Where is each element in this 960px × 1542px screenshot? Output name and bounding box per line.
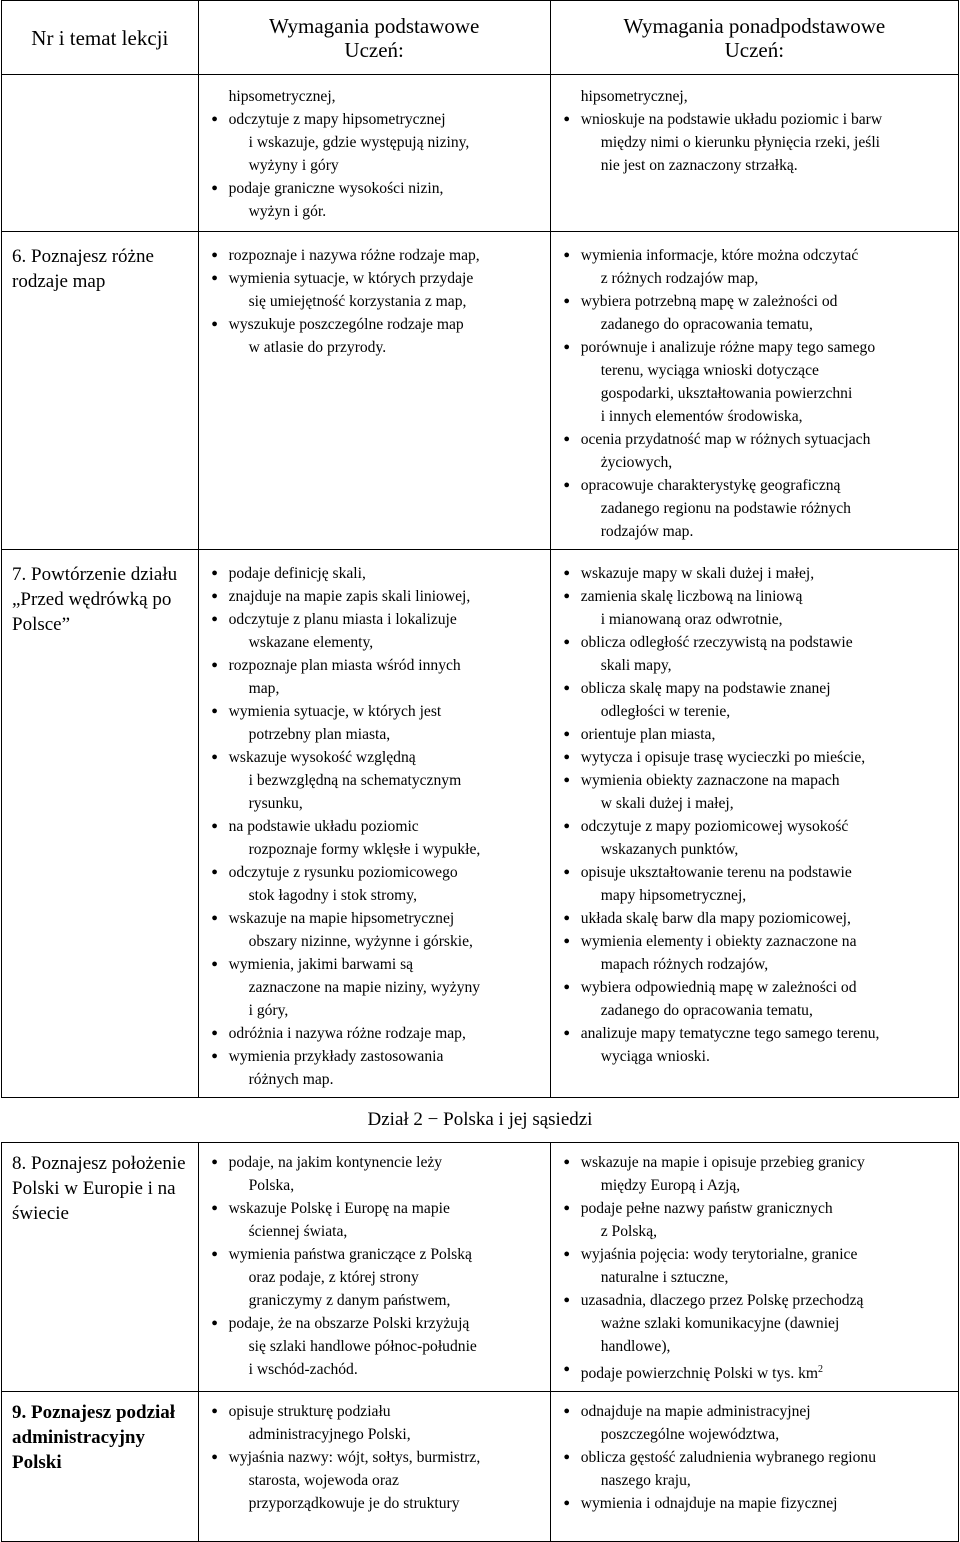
item-text: wyżyny i góry: [248, 157, 339, 174]
basic-list: [199, 75, 550, 229]
item-text: w atlasie do przyrody.: [248, 339, 387, 356]
item-text: na podstawie układu poziomic: [228, 818, 419, 835]
list-item: [209, 1151, 544, 1197]
bullet-icon: ●: [211, 820, 218, 832]
bullet-icon: ●: [563, 935, 571, 947]
bullet-icon: ●: [211, 1248, 218, 1260]
row-lesson-7: [2, 550, 959, 1098]
list-item: [561, 1400, 952, 1446]
list-item: [209, 85, 544, 108]
list-item: [561, 1358, 952, 1385]
item-text: orientuje plan miasta,: [580, 726, 716, 743]
list-item: [209, 1400, 544, 1446]
bullet-icon: ●: [211, 1156, 218, 1168]
list-item: [561, 1151, 952, 1197]
item-text: wskazane elementy,: [248, 634, 374, 651]
bullet-icon: ●: [563, 682, 571, 694]
item-text: naturalne i sztuczne,: [600, 1269, 729, 1286]
section-title-label: Dział 2 − Polska i jej sąsiedzi: [367, 1109, 593, 1130]
bullet-icon: ●: [563, 1027, 571, 1039]
item-text: się szlaki handlowe północ-południe: [248, 1338, 477, 1355]
item-text: rozpoznaje formy wklęsłe i wypukłe,: [248, 841, 481, 858]
list-item: [561, 976, 952, 1022]
bullet-icon: ●: [563, 1156, 571, 1168]
extended-list: [551, 550, 958, 1074]
item-text: mapach różnych rodzajów,: [600, 956, 769, 973]
item-text: gospodarki, ukształtowania powierzchni: [600, 385, 853, 402]
row-lesson-8: [2, 1143, 959, 1392]
list-item: [561, 723, 952, 746]
bullet-icon: ●: [563, 113, 571, 125]
basic-list: [199, 1392, 550, 1521]
item-text: i wschód-zachód.: [248, 1361, 358, 1378]
item-text: zadanego regionu na podstawie różnych: [600, 500, 851, 517]
item-text: wyszukuje poszczególne rodzaje map: [228, 316, 464, 333]
list-item: [561, 1243, 952, 1289]
item-text: w skali dużej i małej,: [600, 795, 734, 812]
header-lesson: [2, 1, 199, 75]
item-text: z różnych rodzajów map,: [600, 270, 759, 287]
list-item: [209, 585, 544, 608]
item-text: zadanego do opracowania tematu,: [600, 316, 813, 333]
bullet-icon: ●: [211, 249, 218, 261]
bullet-icon: ●: [563, 1202, 571, 1214]
item-text: uzasadnia, dlaczego przez Polskę przechodzą: [580, 1292, 864, 1309]
list-item: [561, 290, 952, 336]
item-text: nie jest on zaznaczony strzałką.: [600, 157, 798, 174]
superscript: 2: [818, 1364, 824, 1375]
extended-list: [551, 75, 958, 183]
item-text: z Polską,: [600, 1223, 658, 1240]
bullet-icon: ●: [211, 1202, 218, 1214]
lesson-topic: 6. Poznajesz różne rodzaje map: [12, 246, 154, 292]
list-item: [561, 815, 952, 861]
header-extended-title: Wymagania ponadpodstawowe: [623, 13, 886, 38]
topic-cell: [2, 550, 199, 1098]
list-item: [209, 861, 544, 907]
bullet-icon: ●: [211, 1451, 218, 1464]
item-text: i mianowaną oraz odwrotnie,: [600, 611, 783, 628]
list-item: [561, 1022, 952, 1068]
bullet-icon: ●: [563, 981, 571, 993]
bullet-icon: ●: [211, 705, 218, 717]
item-text: zadanego do opracowania tematu,: [600, 1002, 813, 1019]
list-item: [561, 336, 952, 428]
item-text: oblicza odległość rzeczywistą na podstawie: [580, 634, 853, 651]
topic-cell: [2, 1143, 199, 1392]
item-text: naszego kraju,: [600, 1472, 691, 1490]
lesson-topic: 7. Powtórzenie działu „Przed wędrówką po Polsce”: [12, 564, 178, 635]
list-item: [561, 585, 952, 631]
item-text: Polska,: [248, 1177, 295, 1194]
list-item: [209, 1312, 544, 1381]
bullet-icon: ●: [563, 295, 571, 307]
item-text: opisuje ukształtowanie terenu na podstawie: [580, 864, 852, 881]
list-item: [561, 746, 952, 769]
item-text: odczytuje z mapy poziomicowej wysokość: [580, 818, 849, 835]
item-text: oraz podaje, z której strony: [248, 1269, 419, 1286]
item-text: odróżnia i nazywa różne rodzaje map,: [228, 1025, 466, 1042]
bullet-icon: ●: [211, 958, 218, 970]
bullet-icon: ●: [211, 567, 218, 579]
item-text: wymienia sytuacje, w których jest: [228, 703, 442, 720]
item-text: między nimi o kierunku płynięcia rzeki, jeśli: [600, 134, 881, 151]
bullet-icon: ●: [211, 1050, 218, 1062]
row-continued: [2, 75, 959, 232]
list-item: [561, 428, 952, 474]
topic-cell: [2, 75, 199, 232]
item-text: wymienia obiekty zaznaczone na mapach: [580, 772, 840, 789]
item-text: znajduje na mapie zapis skali liniowej,: [228, 588, 471, 605]
list-item: [209, 1446, 544, 1515]
extended-cell: [550, 550, 958, 1098]
item-text: wskazuje na mapie i opisuje przebieg granicy: [580, 1154, 865, 1171]
bullet-icon: ●: [563, 912, 571, 924]
item-text: odczytuje z planu miasta i lokalizuje: [228, 611, 457, 628]
list-item: [561, 108, 952, 177]
item-text: odległości w terenie,: [600, 703, 731, 720]
item-text: się umiejętność korzystania z map,: [248, 293, 467, 310]
item-text: układa skalę barw dla mapy poziomicowej,: [580, 910, 851, 927]
item-text: rysunku,: [248, 795, 303, 812]
item-text: handlowe),: [600, 1338, 671, 1355]
bullet-icon: ●: [211, 912, 218, 924]
basic-cell: [198, 75, 550, 232]
bullet-icon: ●: [563, 1451, 571, 1464]
bullet-icon: ●: [211, 318, 218, 330]
item-text: ściennej świata,: [248, 1223, 348, 1240]
bullet-icon: ●: [563, 866, 571, 878]
extended-list: [551, 1392, 958, 1521]
list-item: [561, 769, 952, 815]
row-lesson-9: [2, 1392, 959, 1542]
bullet-icon: ●: [211, 113, 218, 125]
bullet-icon: ●: [563, 751, 571, 763]
item-text: podaje graniczne wysokości nizin,: [228, 180, 444, 197]
item-text: podaje definicję skali,: [228, 565, 366, 582]
item-text-main: podaje powierzchnię Polski w tys. km: [580, 1365, 819, 1383]
item-text: wyciąga wnioski.: [600, 1048, 710, 1065]
item-text: zaznaczone na mapie niziny, wyżyny: [248, 979, 481, 996]
item-text: ważne szlaki komunikacyjne (dawniej: [600, 1315, 840, 1332]
item-text: przyporządkowuje je do struktury: [248, 1495, 460, 1513]
list-item: [209, 608, 544, 654]
item-text: map,: [248, 680, 280, 697]
item-text: stok łagodny i stok stromy,: [248, 887, 417, 904]
list-item: [209, 267, 544, 313]
item-text: potrzebny plan miasta,: [248, 726, 391, 743]
list-item: [209, 177, 544, 223]
bullet-icon: ●: [563, 636, 571, 648]
item-text: i bezwzględną na schematycznym: [248, 772, 462, 789]
item-text: graniczymy z danym państwem,: [248, 1292, 451, 1309]
item-text: skali mapy,: [600, 657, 672, 674]
item-text: wytycza i opisuje trasę wycieczki po mieście,: [580, 749, 866, 766]
list-item: [561, 1197, 952, 1243]
row-lesson-6: [2, 232, 959, 550]
item-text: wymienia przykłady zastosowania: [228, 1048, 444, 1065]
item-text: odczytuje z rysunku poziomicowego: [228, 864, 458, 881]
item-text: wymienia sytuacje, w których przydaje: [228, 270, 474, 287]
item-text: porównuje i analizuje różne mapy tego samego: [580, 339, 876, 356]
extended-cell: [550, 1392, 958, 1542]
item-text: wskazuje wysokość względną: [228, 749, 416, 766]
basic-cell: [198, 1143, 550, 1392]
item-text: wskazuje na mapie hipsometrycznej: [228, 910, 455, 927]
topic-cell: [2, 232, 199, 550]
item-text: oblicza skalę mapy na podstawie znanej: [580, 680, 831, 697]
bullet-icon: ●: [563, 820, 571, 832]
item-text: wyżyn i gór.: [248, 203, 327, 220]
item-text: życiowych,: [600, 454, 673, 471]
section-title: [2, 1098, 959, 1143]
list-item: [209, 1243, 544, 1312]
basic-list: [199, 232, 550, 365]
item-text: między Europą i Azją,: [600, 1177, 741, 1194]
bullet-icon: ●: [563, 479, 571, 491]
list-item: [561, 85, 952, 108]
header-lesson-label: Nr i temat lekcji: [31, 25, 169, 50]
bullet-icon: ●: [211, 1317, 218, 1329]
header-basic-title: Wymagania podstawowe: [268, 13, 480, 38]
bullet-icon: ●: [563, 590, 571, 602]
list-item: [209, 700, 544, 746]
item-text: rodzajów map.: [600, 523, 694, 540]
item-text: rozpoznaje plan miasta wśród innych: [228, 657, 461, 674]
item-text: podaje, że na obszarze Polski krzyżują: [228, 1315, 470, 1332]
bullet-icon: ●: [563, 774, 571, 786]
list-item: [561, 861, 952, 907]
list-item: [561, 474, 952, 543]
extended-cell: [550, 1143, 958, 1392]
basic-cell: [198, 232, 550, 550]
item-text: analizuje mapy tematyczne tego samego terenu,: [580, 1025, 880, 1042]
list-item: [561, 244, 952, 290]
list-item: [561, 930, 952, 976]
item-text: starosta, wojewoda oraz: [248, 1472, 399, 1490]
item-text: zamienia skalę liczbową na liniową: [580, 588, 803, 605]
list-item: [209, 815, 544, 861]
item-text: wskazuje Polskę i Europę na mapie: [228, 1200, 450, 1217]
bullet-icon: ●: [563, 1248, 571, 1260]
item-text: hipsometrycznej,: [580, 88, 688, 105]
item-text: terenu, wyciąga wnioski dotyczące: [600, 362, 819, 379]
list-item: [209, 1197, 544, 1243]
extended-list: [551, 232, 958, 549]
extended-cell: [550, 75, 958, 232]
item-text: i innych elementów środowiska,: [600, 408, 803, 425]
list-item: [561, 1492, 952, 1515]
header-row: [2, 1, 959, 75]
list-item: [209, 1022, 544, 1045]
item-text: mapy hipsometrycznej,: [600, 887, 747, 904]
item-text: obszary nizinne, wyżynne i górskie,: [248, 933, 473, 950]
item-text: wyjaśnia pojęcia: wody terytorialne, granice: [580, 1246, 858, 1263]
header-basic: [198, 1, 550, 75]
bullet-icon: ●: [563, 1363, 571, 1375]
item-text: oblicza gęstość zaludnienia wybranego regionu: [580, 1449, 877, 1467]
item-text: wybiera odpowiednią mapę w zależności od: [580, 979, 857, 996]
bullet-icon: ●: [563, 1497, 571, 1510]
item-text: i wskazuje, gdzie występują niziny,: [248, 134, 470, 151]
item-text: odnajduje na mapie administracyjnej: [580, 1403, 811, 1421]
item-text: wskazuje mapy w skali dużej i małej,: [580, 565, 815, 582]
header-extended: [550, 1, 958, 75]
item-text: wyjaśnia nazwy: wójt, sołtys, burmistrz,: [228, 1449, 481, 1467]
item-text: wymienia państwa graniczące z Polską: [228, 1246, 472, 1263]
item-text: podaje pełne nazwy państw granicznych: [580, 1200, 833, 1217]
item-text: wybiera potrzebną mapę w zależności od: [580, 293, 838, 310]
item-text: wnioskuje na podstawie układu poziomic i barw: [580, 111, 883, 128]
item-text: hipsometrycznej,: [228, 88, 336, 105]
list-item: [209, 654, 544, 700]
bullet-icon: ●: [211, 272, 218, 284]
list-item: [209, 244, 544, 267]
bullet-icon: ●: [211, 866, 218, 878]
item-text: wskazanych punktów,: [600, 841, 739, 858]
basic-cell: [198, 550, 550, 1098]
topic-cell: [2, 1392, 199, 1542]
list-item: [209, 746, 544, 815]
item-text: [581, 1358, 952, 1385]
item-text: i góry,: [248, 1002, 289, 1019]
item-text: opisuje strukturę podziału: [228, 1403, 391, 1421]
list-item: [561, 631, 952, 677]
bullet-icon: ●: [211, 590, 218, 602]
item-text: różnych map.: [248, 1071, 334, 1088]
item-text: opracowuje charakterystykę geograficzną: [580, 477, 841, 494]
extended-cell: [550, 232, 958, 550]
list-item: [561, 907, 952, 930]
list-item: [209, 953, 544, 1022]
lesson-topic: 9. Poznajesz podział administracyjny Polski: [12, 1402, 176, 1474]
list-item: [209, 313, 544, 359]
basic-cell: [198, 1392, 550, 1542]
item-text: administracyjnego Polski,: [248, 1426, 411, 1444]
list-item: [561, 1446, 952, 1492]
list-item: [561, 562, 952, 585]
item-text: wymienia elementy i obiekty zaznaczone na: [580, 933, 857, 950]
bullet-icon: ●: [211, 751, 218, 763]
bullet-icon: ●: [563, 1294, 571, 1306]
basic-list: [199, 1143, 550, 1387]
list-item: [209, 562, 544, 585]
basic-list: [199, 550, 550, 1097]
bullet-icon: ●: [211, 1405, 218, 1418]
list-item: [561, 1289, 952, 1358]
bullet-icon: ●: [563, 567, 571, 579]
bullet-icon: ●: [563, 341, 571, 353]
list-item: [561, 677, 952, 723]
item-text: wymienia informacje, które można odczytać: [580, 247, 859, 264]
bullet-icon: ●: [563, 433, 571, 445]
list-item: [209, 1045, 544, 1091]
lesson-topic: 8. Poznajesz położenie Polski w Europie i na świecie: [12, 1153, 186, 1224]
section-row: [2, 1098, 959, 1143]
header-extended-subtitle: Uczeń:: [724, 37, 785, 62]
item-text: odczytuje z mapy hipsometrycznej: [228, 111, 446, 128]
bullet-icon: ●: [211, 613, 218, 625]
bullet-icon: ●: [211, 182, 218, 194]
list-item: [209, 108, 544, 177]
bullet-icon: ●: [563, 728, 571, 740]
bullet-icon: ●: [563, 1405, 571, 1418]
bullet-icon: ●: [563, 249, 571, 261]
item-text: podaje, na jakim kontynencie leży: [228, 1154, 443, 1171]
item-text: wymienia, jakimi barwami są: [228, 956, 414, 973]
item-text: rozpoznaje i nazywa różne rodzaje map,: [228, 247, 480, 264]
item-text: ocenia przydatność map w różnych sytuacjach: [580, 431, 871, 448]
bullet-icon: ●: [211, 1027, 218, 1039]
extended-list: [551, 1143, 958, 1391]
item-text: poszczególne województwa,: [600, 1426, 780, 1444]
requirements-table: [1, 0, 959, 1542]
bullet-icon: ●: [211, 659, 218, 671]
item-text: wymienia i odnajduje na mapie fizycznej: [580, 1495, 838, 1513]
header-basic-subtitle: Uczeń:: [344, 37, 404, 62]
list-item: [209, 907, 544, 953]
